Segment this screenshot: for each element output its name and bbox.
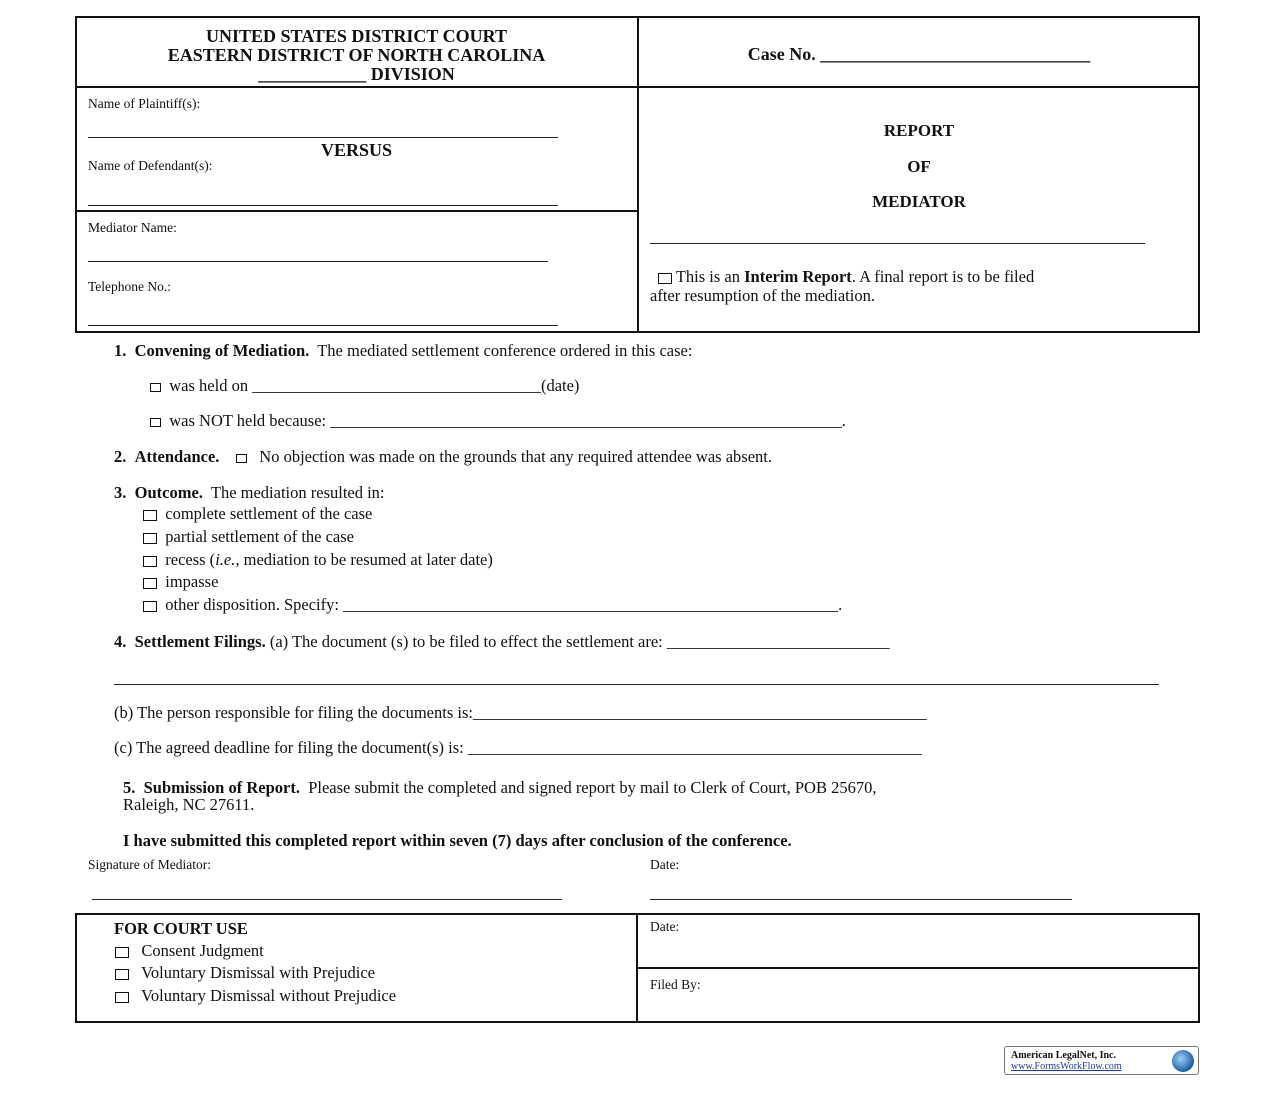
section2-row: 2. Attendance. No objection was made on the grounds that any required attendee was absent. (114, 447, 772, 466)
outcome-recess-checkbox[interactable] (143, 556, 157, 567)
dismissal-with-prejudice-row: Voluntary Dismissal with Prejudice (115, 963, 375, 983)
signature-date-label: Date: (650, 857, 680, 872)
interim-report-checkbox[interactable] (658, 273, 672, 284)
section5-heading: 5. Submission of Report. Please submit the completed and signed report by mail to Clerk of Court, POB 25670, (123, 778, 877, 797)
dismissal-without-prejudice-row: Voluntary Dismissal without Prejudice (115, 986, 396, 1006)
filed-by-label: Filed By: (650, 977, 701, 992)
held-on-checkbox[interactable] (150, 383, 161, 392)
telephone-label: Telephone No.: (88, 279, 172, 294)
outcome-other-checkbox[interactable] (143, 601, 157, 612)
outcome-partial-row: partial settlement of the case (143, 527, 354, 547)
consent-judgment-checkbox[interactable] (115, 947, 129, 958)
outcome-recess-row: recess (i.e., mediation to be resumed at later date) (143, 550, 493, 570)
outcome-impasse-row: impasse (143, 572, 218, 592)
dismissal-with-prejudice-checkbox[interactable] (115, 969, 129, 980)
not-held-row: was NOT held because: ______________________________________________________________. (150, 411, 846, 431)
settlement-documents-field[interactable] (114, 684, 1159, 685)
mediator-name-field[interactable] (88, 261, 548, 262)
held-on-row: was held on ___________________________________(date) (150, 376, 579, 396)
plaintiff-field[interactable] (88, 137, 558, 138)
consent-judgment-row: Consent Judgment (115, 941, 264, 961)
globe-icon (1172, 1050, 1194, 1072)
outcome-complete-row: complete settlement of the case (143, 504, 372, 524)
filing-deadline-field[interactable]: (c) The agreed deadline for filing the document(s) is: _______________________________________________________ (114, 738, 922, 757)
outcome-complete-checkbox[interactable] (143, 510, 157, 521)
case-number-field[interactable]: Case No. ______________________________ (747, 44, 1091, 64)
telephone-field[interactable] (88, 325, 558, 326)
interim-report-line2: after resumption of the mediation. (650, 286, 875, 305)
signature-field[interactable] (92, 899, 562, 900)
filing-person-field[interactable]: (b) The person responsible for filing the documents is:_______________________________________________________ (114, 703, 927, 722)
outcome-other-row: other disposition. Specify: ____________________________________________________________. (143, 595, 842, 615)
not-held-checkbox[interactable] (150, 418, 161, 427)
report-title-line3: MEDIATOR (872, 192, 966, 211)
section4-heading: 4. Settlement Filings. (a) The document (s) to be filed to effect the settlement are: ___________________________ (114, 632, 890, 651)
footer-logo[interactable] (1004, 1046, 1199, 1075)
outcome-partial-checkbox[interactable] (143, 533, 157, 544)
defendant-label: Name of Defendant(s): (88, 158, 213, 173)
versus-label: VERSUS (320, 140, 393, 160)
district-name: EASTERN DISTRICT OF NORTH CAROLINA (167, 45, 546, 65)
outcome-impasse-checkbox[interactable] (143, 578, 157, 589)
report-title-line2: OF (907, 157, 931, 176)
interim-report-row: This is an Interim Report. A final report is to be filed (658, 267, 1034, 287)
court-use-title: FOR COURT USE (114, 919, 248, 938)
certification-statement: I have submitted this completed report within seven (7) days after conclusion of the conference. (123, 831, 792, 850)
section5-address: Raleigh, NC 27611. (123, 795, 255, 814)
section1-heading: 1. Convening of Mediation. The mediated settlement conference ordered in this case: (114, 341, 693, 360)
header-row-divider (75, 86, 1200, 88)
parties-divider (75, 210, 638, 212)
mediator-name-label: Mediator Name: (88, 220, 177, 235)
defendant-field[interactable] (88, 205, 558, 206)
dismissal-without-prejudice-checkbox[interactable] (115, 992, 129, 1003)
report-title-underline[interactable] (650, 243, 1145, 244)
report-title-line1: REPORT (883, 121, 955, 140)
court-date-label: Date: (650, 919, 680, 934)
logo-url-link[interactable]: www.FormsWorkFlow.com (1011, 1061, 1122, 1072)
court-name: UNITED STATES DISTRICT COURT (206, 26, 507, 46)
signature-label: Signature of Mediator: (88, 857, 211, 872)
logo-company-name: American LegalNet, Inc. (1011, 1050, 1116, 1061)
plaintiff-label: Name of Plaintiff(s): (88, 96, 201, 111)
division-name: ____________ DIVISION (258, 64, 455, 84)
attendance-checkbox[interactable] (236, 454, 247, 463)
court-use-row-divider (636, 967, 1200, 969)
signature-date-field[interactable] (650, 899, 1072, 900)
section3-heading: 3. Outcome. The mediation resulted in: (114, 483, 385, 502)
